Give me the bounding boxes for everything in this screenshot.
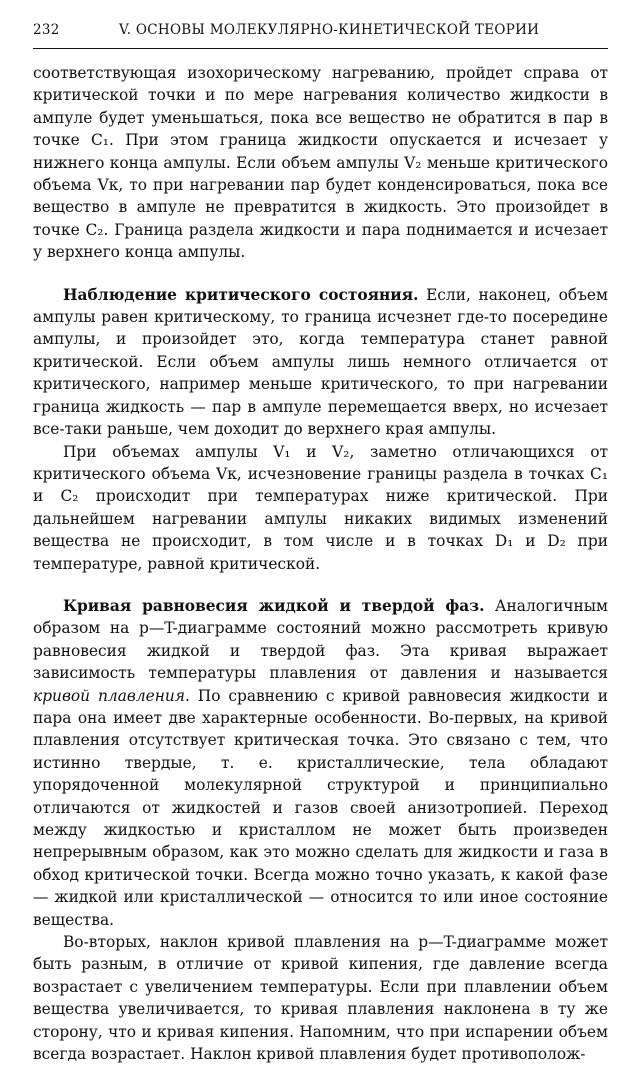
paragraph-melting-curve: Кривая равновесия жидкой и твердой фаз. Аналогичным образом на p—T-диаграмме состояний можно рассмотреть кривую равновесия жидкой и твердой фаз. Эта кривая выражает зависимость температуры плавления от давления и называется кривой плавления. По сравнению с кривой равновесия жидкости и пара она имеет две характерные особенности. Во-первых, на кривой плавления отсутствует критическая точка. Это связано с тем, что истинно твердые, т. е. кристаллические, тела обладают упорядоченной молекулярной структурой и принципиально отличаются от жидкостей и газов своей анизотропией. Переход между жидкостью и кристаллом не может быть произведен непрерывным образом, как это можно сделать для жидкости и газа в обход критической точки. Всегда можно точно указать, к какой фазе — жидкой или кристаллической — относится то или иное состояние вещества. bbox=[33, 596, 608, 929]
paragraph-volumes: При объемах ампулы V₁ и V₂, заметно отличающихся от критического объема Vк, исчезновение границы раздела в точках C₁ и C₂ происходит при температурах ниже критической. При дальнейшем нагревании ампулы никаких видимых изменений вещества не происходит, в том числе и в точках D₁ и D₂ при температуре, равной критической. bbox=[33, 442, 608, 573]
section-heading-critical-state: Наблюдение критического состояния. bbox=[63, 285, 419, 304]
paragraph-critical-state: Наблюдение критического состояния. Если, наконец, объем ампулы равен критическому, то граница исчезнет где-то посередине ампулы, и произойдет это, когда температура станет равной критической. Если объем ампулы лишь немного отличается от критического, например меньше критического, то при нагревании граница жидкость — пар в ампуле перемещается вверх, но исчезает все-таки раньше, чем доходит до верхнего края ампулы. bbox=[33, 285, 608, 439]
running-header bbox=[33, 22, 608, 49]
chapter-title: V. ОСНОВЫ МОЛЕКУЛЯРНО-КИНЕТИЧЕСКОЙ ТЕОРИИ bbox=[119, 22, 540, 38]
paragraph-continuation: соответствующая изохорическому нагреванию, пройдет справа от критической точки и по мере нагревания количество жидкости в ампуле будет уменьшаться, пока все вещество не обратится в пар в точке C₁. При этом граница жидкости опускается и исчезает у нижнего конца ампулы. Если объем ампулы V₂ меньше критического объема Vк, то при нагревании пар будет конденсироваться, пока все вещество в ампуле не превратится в жидкость. Это произойдет в точке C₂. Граница раздела жидкости и пара поднимается и исчезает у верхнего конца ампулы. bbox=[33, 64, 608, 262]
body-text bbox=[33, 62, 608, 1065]
page-number: 232 bbox=[33, 22, 60, 38]
paragraph-slope: Во-вторых, наклон кривой плавления на p—T-диаграмме может быть разным, в отличие от кривой кипения, где давление всегда возрастает с увеличением температуры. Если при плавлении объем вещества увеличивается, то кривая плавления наклонена в ту же сторону, что и кривая кипения. Напомним, что при испарении объем всегда возрастает. Наклон кривой плавления будет противополож- bbox=[33, 933, 608, 1064]
section-heading-melting-curve: Кривая равновесия жидкой и твердой фаз. bbox=[63, 596, 485, 615]
term-melting-curve: кривой плавления bbox=[33, 686, 185, 705]
